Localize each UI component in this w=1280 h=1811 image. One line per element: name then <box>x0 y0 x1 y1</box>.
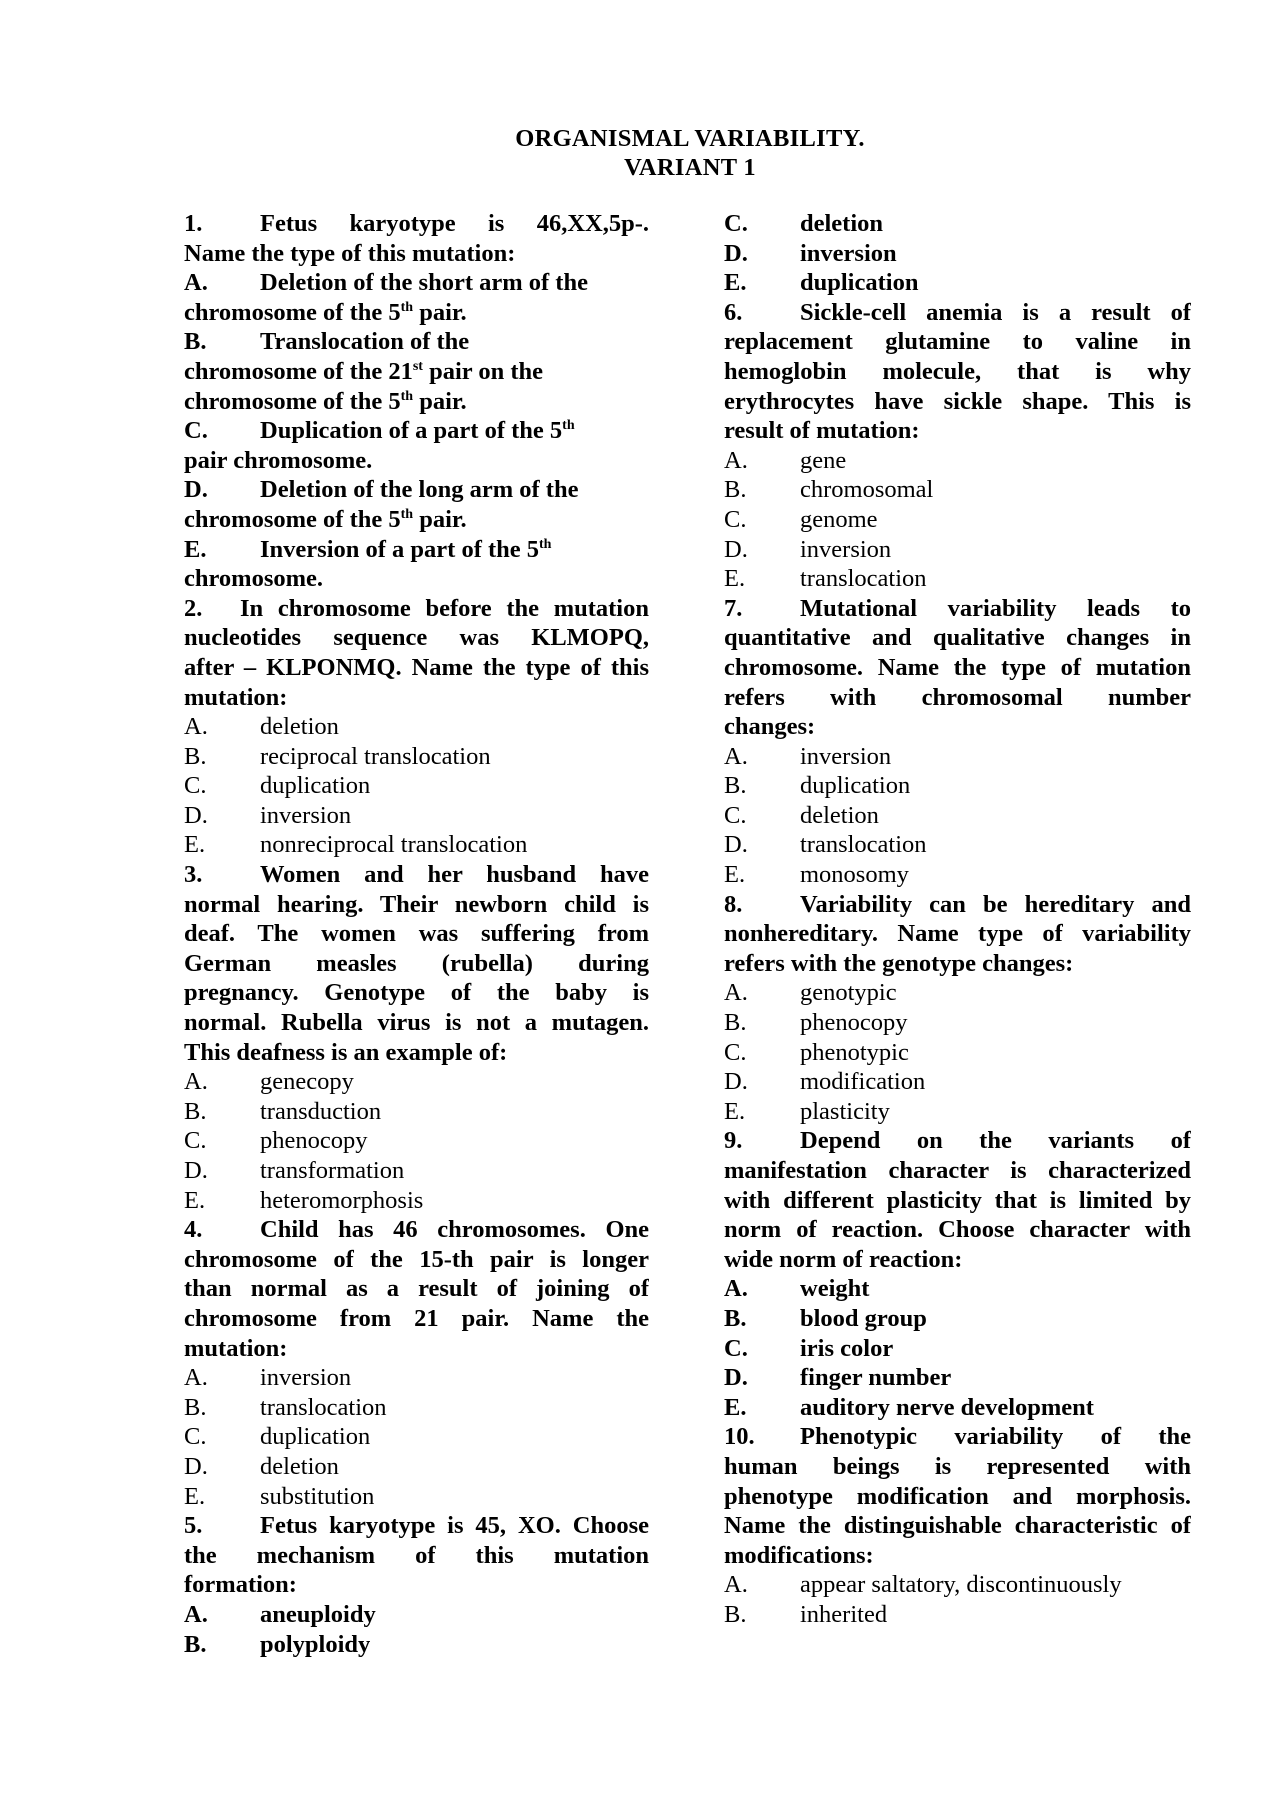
right-column <box>724 209 1191 1630</box>
answer-option: D. inversion <box>724 535 892 563</box>
question-text-line: norm of reaction. Choose character with <box>724 1216 1191 1244</box>
question-text-line: chromosome from 21 pair. Name the <box>184 1304 649 1332</box>
title-line-1: ORGANISMAL VARIABILITY. <box>515 125 865 152</box>
question-text-line: 2. In chromosome before the mutation <box>184 594 649 622</box>
answer-option: E. nonreciprocal translocation <box>184 831 528 859</box>
question-text-line: with different plasticity that is limited by <box>724 1186 1191 1214</box>
question-4 <box>184 1215 649 1511</box>
answer-option: C. duplication <box>184 772 371 800</box>
answer-option: C. Duplication of a part of the 5th <box>184 417 575 445</box>
question-text-line: This deafness is an example of: <box>184 1038 508 1066</box>
question-3 <box>184 860 649 1215</box>
answer-option: C. deletion <box>724 801 879 829</box>
question-text-line: changes: <box>724 713 816 741</box>
answer-option: B. reciprocal translocation <box>184 742 491 770</box>
answer-option: B. transduction <box>184 1097 382 1125</box>
question-text-line: chromosome of the 15-th pair is longer <box>184 1245 649 1273</box>
question-text-line: 8. Variability can be hereditary and <box>724 890 1191 918</box>
question-text-line: phenotype modification and morphosis. <box>724 1482 1191 1510</box>
answer-option: A. inversion <box>184 1364 352 1392</box>
question-text-line: nucleotides sequence was KLMOPQ, <box>184 624 649 652</box>
question-number: 1. <box>184 210 203 237</box>
answer-option: C. phenotypic <box>724 1038 909 1066</box>
answer-option-continued: chromosome. <box>184 565 324 593</box>
answer-option-continued: chromosome of the 5th pair. <box>184 505 467 533</box>
question-number: 2. <box>184 594 203 622</box>
answer-option: D. modification <box>724 1068 926 1096</box>
question-number: 7. <box>724 594 743 622</box>
question-text-line: after – KLPONMQ. Name the type of this <box>184 653 649 681</box>
answer-option: D. inversion <box>184 801 352 829</box>
answer-option: E. substitution <box>184 1482 375 1510</box>
title-line-2: VARIANT 1 <box>624 154 756 181</box>
question-text-line: deaf. The women was suffering from <box>184 920 649 948</box>
question-text-line: than normal as a result of joining of <box>184 1275 649 1303</box>
question-text-line: normal hearing. Their newborn child is <box>184 890 649 918</box>
question-5 <box>184 1511 649 1659</box>
answer-option: C. phenocopy <box>184 1127 368 1155</box>
answer-option: D. transformation <box>184 1157 405 1184</box>
answer-option: B. Translocation of the <box>184 328 470 356</box>
question-6 <box>724 298 1191 594</box>
answer-option: B. polyploidy <box>184 1630 371 1658</box>
answer-option: E. translocation <box>724 565 927 593</box>
page-title <box>0 124 1280 182</box>
answer-option: B. blood group <box>724 1304 927 1332</box>
question-text-line: 9. Depend on the variants of <box>724 1127 1191 1155</box>
question-text-line: mutation: <box>184 1334 288 1362</box>
question-text-line: refers with the genotype changes: <box>724 949 1074 977</box>
answer-option: D. translocation <box>724 831 927 859</box>
question-number: 6. <box>724 298 743 326</box>
answer-option: E. plasticity <box>724 1097 890 1125</box>
question-text-line: manifestation character is characterized <box>724 1157 1191 1184</box>
answer-option: E. duplication <box>724 269 919 297</box>
question-number: 5. <box>184 1512 203 1540</box>
question-text-line: wide norm of reaction: <box>724 1245 963 1273</box>
question-text-line: replacement glutamine to valine in <box>724 328 1191 356</box>
answer-option: C. iris color <box>724 1334 894 1362</box>
answer-option: D. finger number <box>724 1364 952 1392</box>
question-text-line: 4. Child has 46 chromosomes. One <box>184 1216 649 1244</box>
question-text-line: modifications: <box>724 1541 874 1569</box>
answer-option: E. monosomy <box>724 861 909 889</box>
question-text-line: German measles (rubella) during <box>184 949 649 977</box>
question-text-line: 10. Phenotypic variability of the <box>724 1423 1191 1451</box>
question-text-line: human beings is represented with <box>724 1452 1191 1480</box>
answer-option-continued: chromosome of the 21st pair on the <box>184 357 544 385</box>
answer-option: A. genecopy <box>184 1068 354 1096</box>
answer-option: D. inversion <box>724 239 897 267</box>
question-number: 9. <box>724 1127 743 1155</box>
question-text-line: the mechanism of this mutation <box>184 1541 649 1569</box>
answer-option: A. weight <box>724 1275 870 1303</box>
answer-option: A. gene <box>724 446 847 474</box>
answer-option-continued: chromosome of the 5th pair. <box>184 387 467 415</box>
question-text-line: chromosome. Name the type of mutation <box>724 653 1191 681</box>
answer-option: E. heteromorphosis <box>184 1186 424 1214</box>
question-text-line: 1. Fetus karyotype is 46,XX,5p-. <box>184 210 649 237</box>
question-5-continued <box>724 209 1191 298</box>
question-text-line: 5. Fetus karyotype is 45, XO. Choose <box>184 1512 649 1540</box>
answer-option: B. inherited <box>724 1600 888 1628</box>
answer-option: C. genome <box>724 505 878 533</box>
question-number: 8. <box>724 890 743 918</box>
question-9 <box>724 1126 1191 1422</box>
answer-option-continued: chromosome of the 5th pair. <box>184 298 467 326</box>
left-column <box>184 209 649 1659</box>
answer-option: A. inversion <box>724 742 892 770</box>
answer-option: E. Inversion of a part of the 5th <box>184 535 552 563</box>
answer-option: D. deletion <box>184 1452 339 1480</box>
question-10 <box>724 1422 1191 1629</box>
answer-option: B. duplication <box>724 772 911 800</box>
question-7 <box>724 594 1191 890</box>
question-number: 4. <box>184 1216 203 1244</box>
question-text-line: normal. Rubella virus is not a mutagen. <box>184 1009 649 1037</box>
question-text-line: refers with chromosomal number <box>724 683 1191 711</box>
answer-option: C. duplication <box>184 1423 371 1451</box>
question-text-line: Name the distinguishable characteristic of <box>724 1512 1191 1540</box>
question-1 <box>184 209 649 594</box>
question-text-line: nonhereditary. Name type of variability <box>724 920 1191 948</box>
question-text-line: mutation: <box>184 683 288 711</box>
answer-option-continued: pair chromosome. <box>184 446 373 474</box>
answer-option: B. chromosomal <box>724 476 934 504</box>
question-text-line: Name the type of this mutation: <box>184 239 516 267</box>
question-text-line: result of mutation: <box>724 417 920 445</box>
question-text-line: 7. Mutational variability leads to <box>724 594 1191 622</box>
question-8 <box>724 890 1191 1127</box>
answer-option: D. Deletion of the long arm of the <box>184 476 579 504</box>
question-text-line: 6. Sickle-cell anemia is a result of <box>724 298 1191 326</box>
question-text-line: pregnancy. Genotype of the baby is <box>184 979 649 1007</box>
question-2 <box>184 594 649 860</box>
answer-option: A. appear saltatory, discontinuously <box>724 1571 1122 1599</box>
answer-option: A. Deletion of the short arm of the <box>184 269 588 297</box>
question-text-line: 3. Women and her husband have <box>184 861 649 889</box>
answer-option: C. deletion <box>724 210 884 237</box>
question-number: 3. <box>184 861 203 889</box>
question-text-line: hemoglobin molecule, that is why <box>724 357 1191 385</box>
question-text-line: formation: <box>184 1571 297 1599</box>
question-number: 10. <box>724 1423 755 1451</box>
answer-option: E. auditory nerve development <box>724 1393 1094 1421</box>
answer-option: A. aneuploidy <box>184 1600 376 1628</box>
answer-option: B. translocation <box>184 1393 387 1421</box>
question-text-line: erythrocytes have sickle shape. This is <box>724 387 1191 415</box>
answer-option: A. deletion <box>184 713 339 741</box>
answer-option: B. phenocopy <box>724 1009 908 1037</box>
question-text-line: quantitative and qualitative changes in <box>724 624 1191 652</box>
answer-option: A. genotypic <box>724 979 897 1007</box>
